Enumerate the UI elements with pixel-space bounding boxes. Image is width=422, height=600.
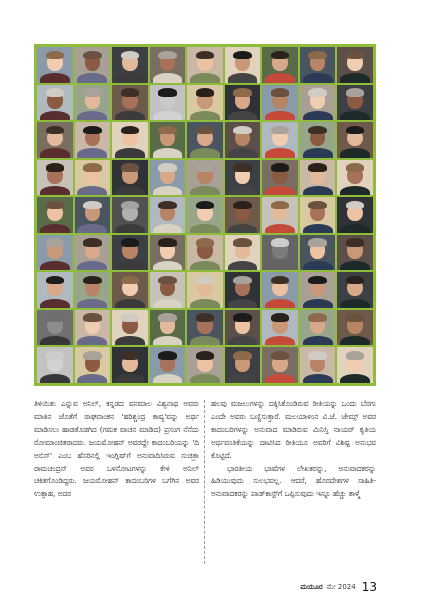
author-portrait xyxy=(262,197,298,233)
author-portrait xyxy=(262,310,298,346)
author-portrait xyxy=(225,85,261,121)
author-portrait xyxy=(150,310,186,346)
author-portrait xyxy=(75,310,111,346)
article-column-right xyxy=(211,398,376,501)
author-portrait xyxy=(337,85,373,121)
author-portrait xyxy=(337,197,373,233)
author-portrait xyxy=(112,122,148,158)
author-portrait xyxy=(150,47,186,83)
author-portrait xyxy=(337,47,373,83)
author-portrait xyxy=(150,272,186,308)
author-portrait xyxy=(262,122,298,158)
author-portrait xyxy=(150,197,186,233)
author-portrait xyxy=(112,85,148,121)
author-portrait xyxy=(75,47,111,83)
author-portrait xyxy=(112,197,148,233)
author-portrait xyxy=(37,47,73,83)
author-portrait xyxy=(112,235,148,271)
author-portrait xyxy=(112,160,148,196)
author-portrait xyxy=(75,160,111,196)
author-portrait xyxy=(187,272,223,308)
author-portrait xyxy=(337,347,373,383)
author-portrait xyxy=(75,197,111,233)
author-portrait xyxy=(75,122,111,158)
author-portrait xyxy=(187,235,223,271)
magazine-name: ಮಯೂರ xyxy=(300,582,323,591)
author-portrait xyxy=(37,85,73,121)
author-portrait xyxy=(300,272,336,308)
author-portrait xyxy=(187,122,223,158)
author-portrait xyxy=(262,235,298,271)
author-portrait xyxy=(262,160,298,196)
column-divider xyxy=(204,400,205,564)
author-portrait xyxy=(112,310,148,346)
author-portrait xyxy=(300,122,336,158)
author-portrait xyxy=(337,122,373,158)
author-portrait xyxy=(150,85,186,121)
author-portrait xyxy=(300,347,336,383)
paragraph: ಹಲವು ಮಜಲುಗಳನ್ನು ದಕ್ಕಿಸಿಕೊಂಡಿರುವ ರೀತಿಯನ್ನು ಒಂದು ಬೆರಗು ಎಂದೇ ಅವರು ಬಣ್ಣಿಸುತ್ತಾರೆ. ಮಲಯಾಳಂನ ವಿ.ಜೆ. ಜೇಮ್ಸ್ ಅವರ ಕಾದಂಬರಿಗಳನ್ನು ಅನುವಾದ ಮಾಡಿರುವ ಮಿನಿಸ್ತಿ ನಾಯರ್ ಕೃತಿಯ ಅರ್ಥವಂತಿಕೆಯನ್ನು ದಾಟಿಸಿದ ರೀತಿಯೂ ಅವರಿಗೆ ವಿಶಿಷ್ಟ ಅನುಭವ ಕೊಟ್ಟಿದೆ. xyxy=(211,399,376,460)
author-portrait xyxy=(37,197,73,233)
author-portrait xyxy=(75,272,111,308)
author-photo-collage xyxy=(34,44,376,386)
paragraph: ಭಾರತೀಯ ಭಾಷೆಗಳ ಲೇಖಕರನ್ನು, ಅನುವಾದಕರನ್ನು ಹಿಡಿಯುವುದು ಸುಲಭವಲ್ಲ. ಆದರೆ, ಹೊರದೇಶಗಳ ಸಾಹಿತಿ-ಅನುವಾದಕರನ್ನು ಪಾಡ್‌ಕಾಸ್ಟ್‌ಗೆ ಒಪ್ಪಿಸುವುದು ಇನ್ನೂ ಹೆಚ್ಚು ತಾಳ್ಮೆ xyxy=(211,463,376,499)
author-portrait xyxy=(187,85,223,121)
author-portrait xyxy=(37,160,73,196)
author-portrait xyxy=(37,272,73,308)
author-portrait xyxy=(37,235,73,271)
author-portrait xyxy=(187,197,223,233)
author-portrait xyxy=(75,347,111,383)
author-portrait xyxy=(112,347,148,383)
author-portrait xyxy=(187,160,223,196)
author-portrait xyxy=(225,122,261,158)
author-portrait xyxy=(150,160,186,196)
author-portrait xyxy=(225,197,261,233)
author-portrait xyxy=(75,235,111,271)
article-column-left xyxy=(34,398,199,501)
author-portrait xyxy=(187,347,223,383)
author-portrait xyxy=(225,47,261,83)
author-portrait xyxy=(225,160,261,196)
author-portrait xyxy=(150,347,186,383)
author-portrait xyxy=(150,122,186,158)
issue-date: ಮೇ 2024 xyxy=(326,582,356,591)
author-portrait xyxy=(187,310,223,346)
author-portrait xyxy=(337,160,373,196)
author-portrait xyxy=(300,47,336,83)
author-portrait xyxy=(150,235,186,271)
article-body xyxy=(34,398,376,568)
author-portrait xyxy=(300,85,336,121)
author-portrait xyxy=(225,347,261,383)
author-portrait xyxy=(37,310,73,346)
page-number: 13 xyxy=(361,580,377,594)
author-portrait xyxy=(225,272,261,308)
author-portrait xyxy=(262,85,298,121)
author-portrait xyxy=(37,122,73,158)
paragraph: ತಿಳಿಯಿತು ಎನ್ನುವ ಅನಿಲ್, ಕನ್ನಡದ ವನಮಾಲ ವಿಶ್ವನಾಥ ಅವರು ಮಾತಿನ ಜೊತೆಗೆ ರಾಘವಾಂಕನ 'ಹರಿಶ್ಚಂದ್ರ ಕಾವ್ಯ'ವನ್ನು ಅರ್ಥ ಮಾಡಿಸಲು ಹಾಡತೊಡಗಿದ (ಗಮಕ ವಾಚನ ಮಾಡಿದ) ಪ್ರಸಂಗ ನೆನೆದು ರೋಮಾಂಚಿತರಾದರು. ಜಯಮೋಹನ್ ಅವರದ್ದೇ ಕಾದಂಬರಿಯನ್ನು 'ದಿ ಅಬಿಸ್' ಎಂಬ ಹೆಸರಿನಲ್ಲಿ ಇಂಗ್ಲಿಷ್‌ಗೆ ಅನುವಾದಿಸಿರುವ ಸುಚಿತ್ರಾ ರಾಮಚಂದ್ರನ್ ಅವರ ಒಳನೋಟಗಳನ್ನು ಕೇಳಿ ಅನಿಲ್ ಚಕಿತಗೊಂಡಿದ್ದರು. ಜಯಮೋಹನ್ ಕಾದಂಬರಿಗಳ ಬಗೆಗಿನ ಅವರ ಉತ್ಸಾಹ, ಅದರ xyxy=(34,399,199,499)
page-footer xyxy=(300,580,377,594)
author-portrait xyxy=(225,235,261,271)
author-portrait xyxy=(75,85,111,121)
photo-grid xyxy=(37,47,373,383)
author-portrait xyxy=(337,310,373,346)
author-portrait xyxy=(300,160,336,196)
author-portrait xyxy=(225,310,261,346)
author-portrait xyxy=(112,47,148,83)
author-portrait xyxy=(37,347,73,383)
author-portrait xyxy=(187,47,223,83)
author-portrait xyxy=(300,235,336,271)
author-portrait xyxy=(300,310,336,346)
author-portrait xyxy=(262,272,298,308)
author-portrait xyxy=(262,347,298,383)
author-portrait xyxy=(300,197,336,233)
author-portrait xyxy=(337,272,373,308)
author-portrait xyxy=(337,235,373,271)
author-portrait xyxy=(262,47,298,83)
author-portrait xyxy=(112,272,148,308)
